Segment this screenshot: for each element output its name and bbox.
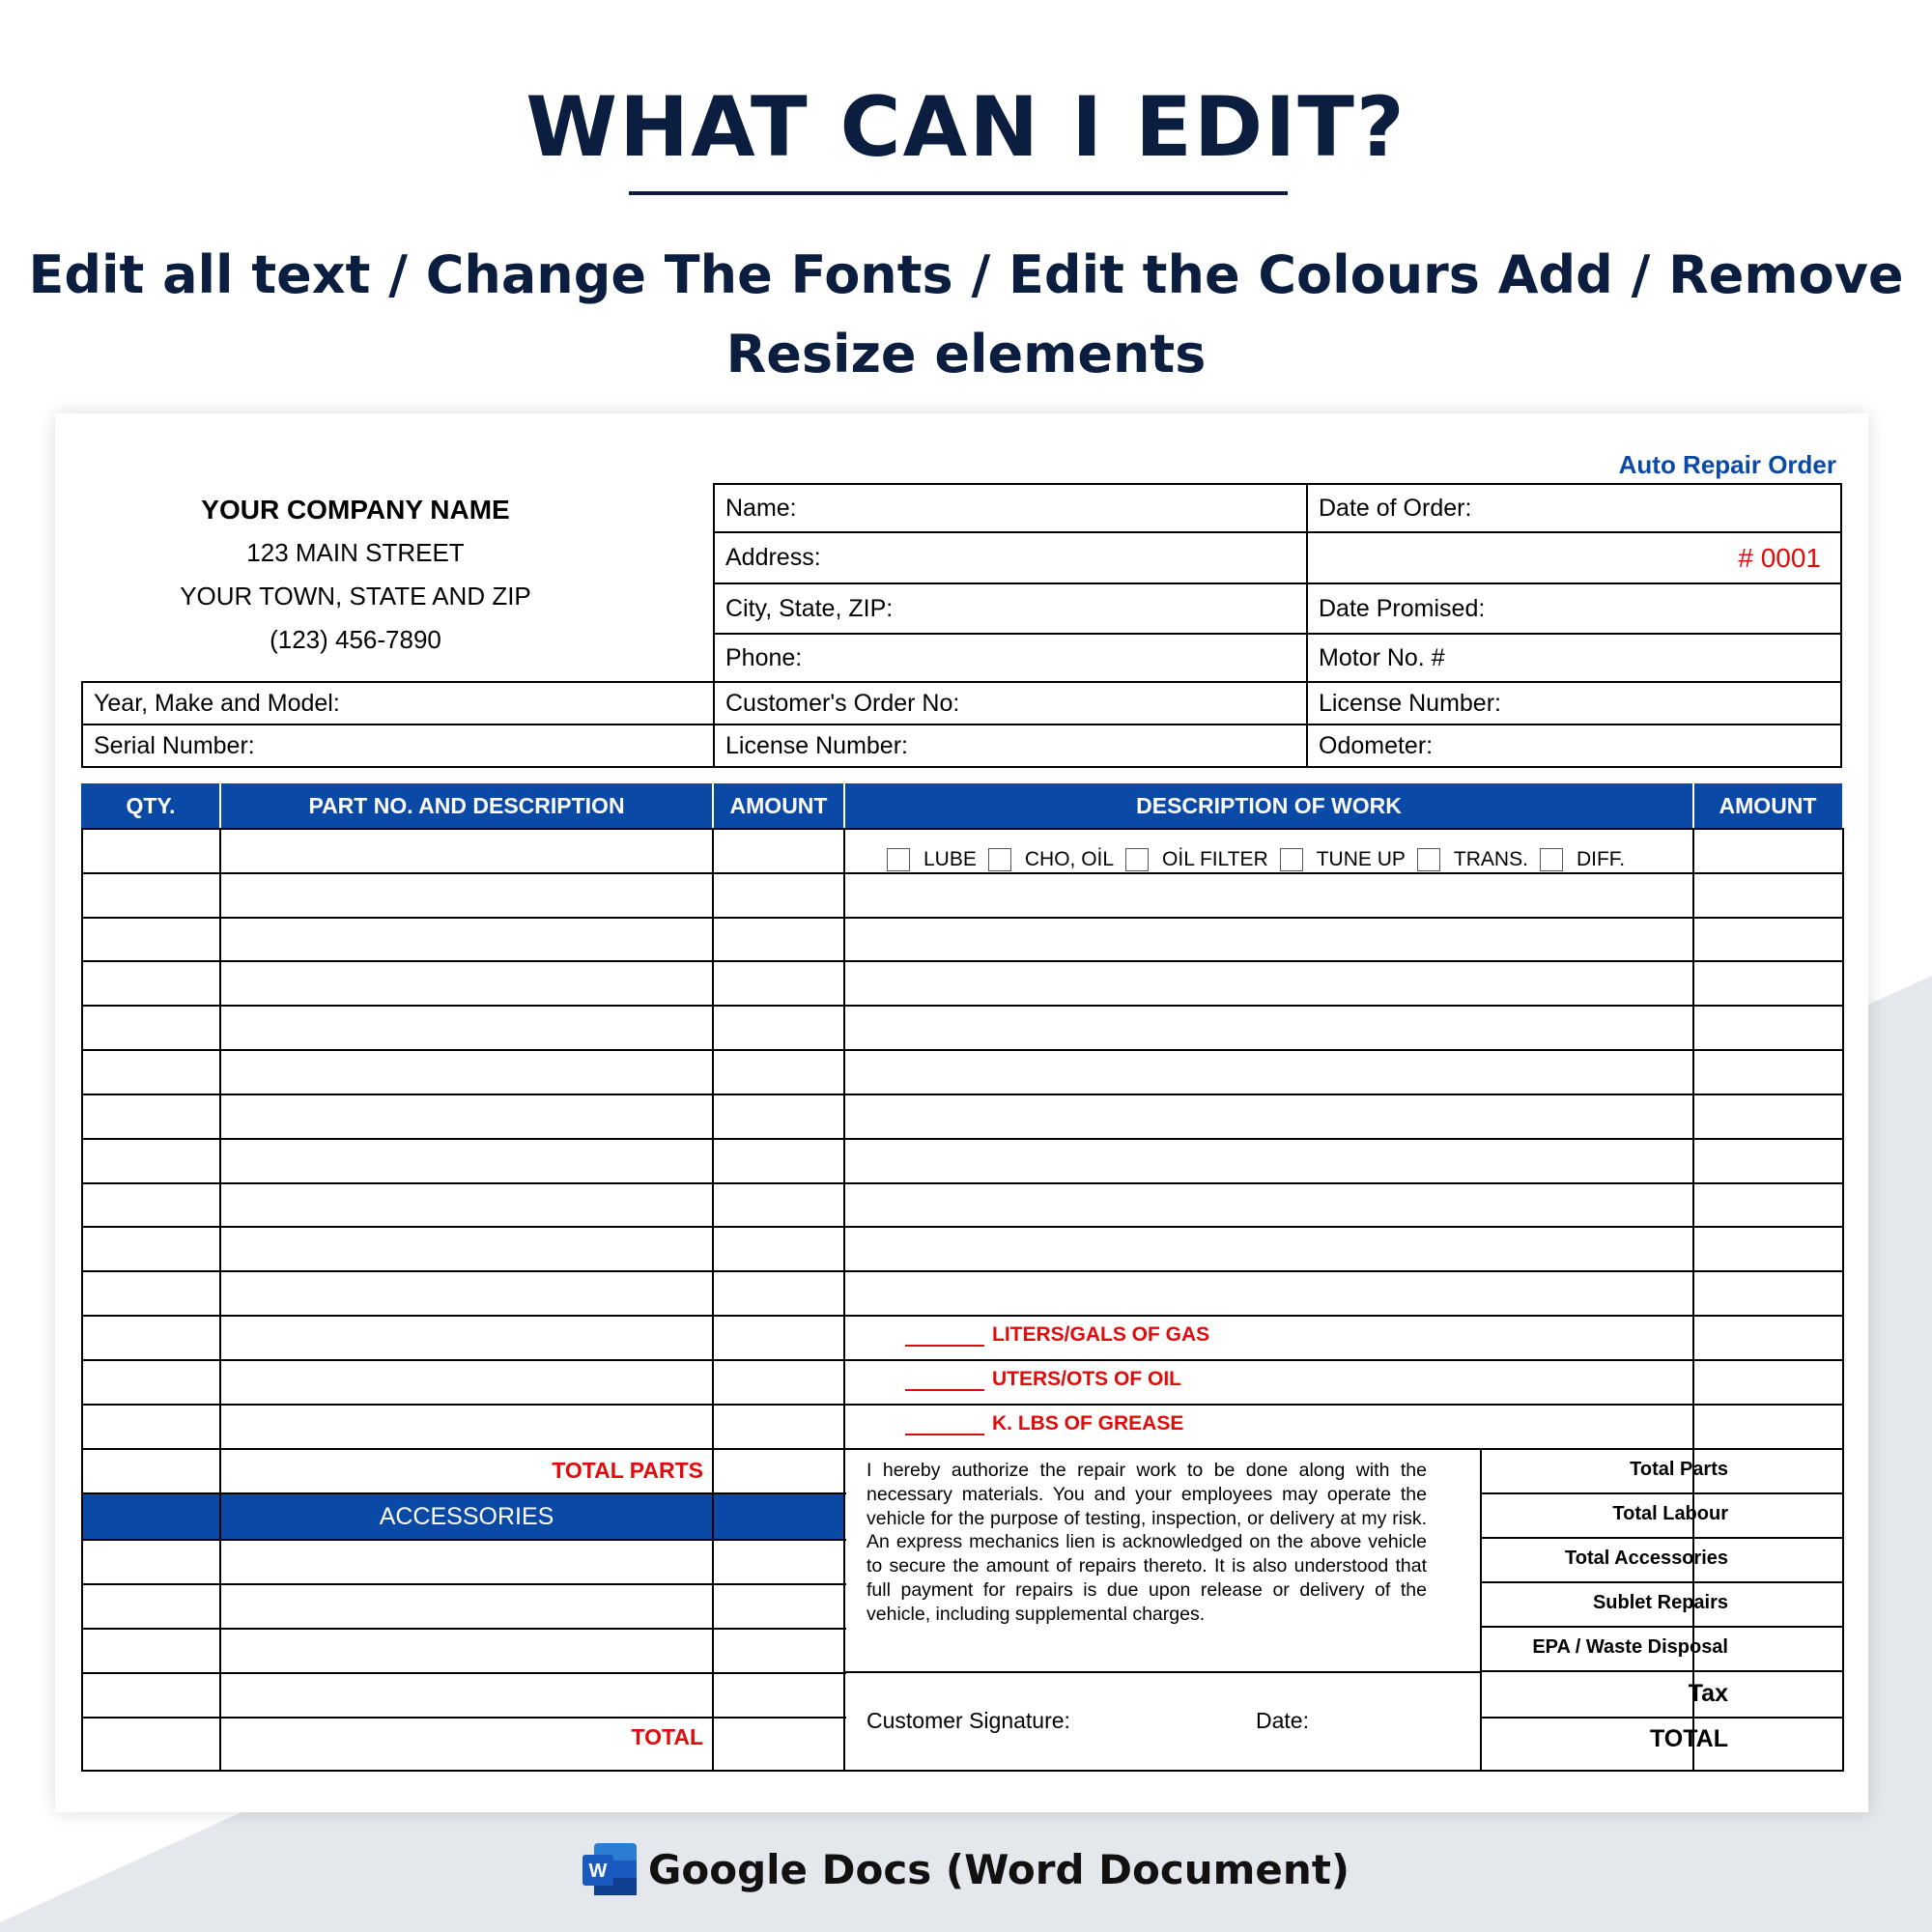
total-label-left: TOTAL (631, 1724, 703, 1749)
grid-line (1480, 1581, 1844, 1583)
phone-field[interactable] (713, 633, 1308, 683)
grid-line (81, 1448, 846, 1450)
grid-line (844, 1671, 1482, 1673)
word-icon-letter: W (588, 1861, 608, 1882)
header-qty: QTY. (126, 792, 176, 818)
grid-line (81, 1628, 846, 1630)
grid-line (81, 1182, 846, 1184)
name-label: Name: (725, 494, 797, 522)
date-promised-field[interactable] (1306, 582, 1842, 635)
subtitle-line-1: Edit all text / Change The Fonts / Edit the Colours Add / Remove (28, 244, 1904, 305)
grid-line (81, 1094, 846, 1095)
city-state-zip-field[interactable] (713, 582, 1308, 635)
odometer-label: Odometer: (1319, 731, 1434, 759)
oil-line (905, 1368, 1181, 1391)
summary-sublet-repairs: Sublet Repairs (1592, 1592, 1728, 1613)
oil-blank[interactable] (905, 1370, 984, 1391)
form-title: Auto Repair Order (1618, 450, 1836, 479)
lube-checkbox[interactable] (887, 848, 910, 871)
city-state-zip-label: City, State, ZIP: (725, 594, 894, 622)
grid-line (81, 828, 846, 830)
customers-order-no-label: Customer's Order No: (725, 689, 960, 717)
order-number-field[interactable] (1306, 531, 1842, 584)
grid-line (81, 1717, 846, 1719)
grid-line (81, 1672, 846, 1674)
grease-label: K. LBS OF GREASE (992, 1412, 1184, 1435)
oil-filter-label: OİL FILTER (1162, 848, 1268, 870)
grid-line (81, 1270, 846, 1272)
signature-date-label[interactable]: Date: (1256, 1708, 1309, 1733)
grid-line (81, 1539, 846, 1541)
name-field[interactable] (713, 483, 1308, 533)
header-divider (843, 783, 845, 828)
footer (0, 1843, 1932, 1895)
address-label: Address: (725, 544, 821, 571)
oil-filter-checkbox[interactable] (1125, 848, 1149, 871)
order-number: # 0001 (1738, 542, 1821, 573)
page-headline: WHAT CAN I EDIT? (526, 79, 1406, 176)
license-number-label-2: License Number: (725, 731, 908, 759)
phone-label: Phone: (725, 643, 803, 671)
motor-no-field[interactable] (1306, 633, 1842, 683)
grid-line (81, 1359, 846, 1361)
change-oil-checkbox[interactable] (988, 848, 1011, 871)
grid-line (1842, 828, 1844, 1772)
header-divider (1692, 783, 1694, 828)
grid-line (81, 1226, 846, 1228)
grid-line (81, 1138, 846, 1140)
grid-line (1692, 828, 1694, 1772)
tune-up-label: TUNE UP (1316, 848, 1406, 870)
grid-line (81, 1315, 846, 1317)
odometer-field[interactable] (1306, 724, 1842, 768)
grid-line (1480, 1537, 1844, 1539)
grid-line (81, 1583, 846, 1585)
lube-label: LUBE (923, 848, 977, 870)
grid-line (843, 828, 845, 1772)
summary-total-parts: Total Parts (1630, 1459, 1728, 1480)
grid-line (81, 1770, 846, 1772)
grid-line (1480, 1448, 1482, 1772)
grid-line (1480, 1717, 1844, 1719)
accessories-label: ACCESSORIES (379, 1502, 554, 1530)
summary-tax: Tax (1688, 1680, 1728, 1707)
grid-line (219, 828, 221, 1772)
customers-order-no-field[interactable] (713, 681, 1308, 725)
license-number-field-2[interactable] (713, 724, 1308, 768)
total-parts-label: TOTAL PARTS (552, 1458, 703, 1483)
change-oil-label: CHO, OİL (1024, 848, 1115, 870)
address-field[interactable] (713, 531, 1308, 584)
header-amount-left: AMOUNT (729, 792, 828, 818)
grease-line (905, 1412, 1183, 1435)
signature-label[interactable]: Customer Signature: (867, 1708, 1070, 1733)
year-make-model-label: Year, Make and Model: (94, 689, 340, 717)
summary-epa-waste-disposal: EPA / Waste Disposal (1532, 1636, 1728, 1658)
company-city: YOUR TOWN, STATE AND ZIP (180, 582, 531, 611)
grid-line (81, 1492, 846, 1494)
trans-checkbox[interactable] (1417, 848, 1440, 871)
company-name: YOUR COMPANY NAME (201, 495, 510, 525)
header-amount-right: AMOUNT (1719, 792, 1817, 818)
grease-blank[interactable] (905, 1414, 984, 1435)
grid-line (81, 1404, 846, 1406)
gas-line (905, 1323, 1209, 1347)
date-of-order-field[interactable] (1306, 483, 1842, 533)
grid-line (844, 1770, 1482, 1772)
header-part-description: PART NO. AND DESCRIPTION (308, 792, 625, 818)
diff-checkbox[interactable] (1540, 848, 1563, 871)
serial-number-label: Serial Number: (94, 731, 255, 759)
grid-line (1480, 1626, 1844, 1628)
grid-line (1480, 1770, 1844, 1772)
motor-no-label: Motor No. # (1319, 643, 1445, 671)
headline-underline (629, 191, 1288, 195)
summary-total-accessories: Total Accessories (1565, 1548, 1728, 1569)
tune-up-checkbox[interactable] (1280, 848, 1303, 871)
header-divider (712, 783, 714, 828)
summary-grand-total: TOTAL (1649, 1725, 1728, 1752)
serial-number-field[interactable] (81, 724, 715, 768)
grid-line (81, 872, 846, 874)
header-divider (219, 783, 221, 828)
subtitle-line-2: Resize elements (725, 324, 1207, 384)
work-checkbox-row (875, 838, 1625, 882)
header-description-of-work: DESCRIPTION OF WORK (1136, 792, 1402, 818)
gas-label: LITERS/GALS OF GAS (992, 1323, 1210, 1346)
grid-line (81, 828, 83, 1772)
footer-text: Google Docs (Word Document) (647, 1845, 1350, 1893)
grid-line (1480, 1670, 1844, 1672)
grid-line (81, 1005, 846, 1007)
license-number-label: License Number: (1319, 689, 1501, 717)
grid-line (1480, 1492, 1844, 1494)
gas-blank[interactable] (905, 1325, 984, 1347)
grid-line (81, 917, 846, 919)
company-street: 123 MAIN STREET (246, 538, 465, 567)
date-promised-label: Date Promised: (1319, 594, 1486, 622)
diff-label: DIFF. (1576, 848, 1626, 870)
company-phone: (123) 456-7890 (270, 625, 441, 654)
repair-order-form (55, 413, 1868, 1812)
oil-label: UTERS/OTS OF OIL (992, 1368, 1182, 1390)
authorization-text: I hereby authorize the repair work to be done along with the necessary materials. You and your employees may operate the vehicle for the purpose of testing, inspection, or delivery at my risk. An express mechanics lien is acknowledged on the above vehicle to secure the amount of repairs thereto. It is also understood that full payment for repairs is due upon release or delivery of the vehicle, including supplemental charges. (867, 1460, 1427, 1625)
summary-total-labour: Total Labour (1612, 1503, 1728, 1524)
company-block (81, 488, 630, 662)
trans-label: TRANS. (1453, 848, 1528, 870)
year-make-model-field[interactable] (81, 681, 715, 725)
grid-line (81, 960, 846, 962)
date-of-order-label: Date of Order: (1319, 494, 1472, 522)
license-number-field[interactable] (1306, 681, 1842, 725)
grid-line (712, 828, 714, 1772)
grid-line (81, 1049, 846, 1051)
word-document-icon (582, 1843, 639, 1895)
